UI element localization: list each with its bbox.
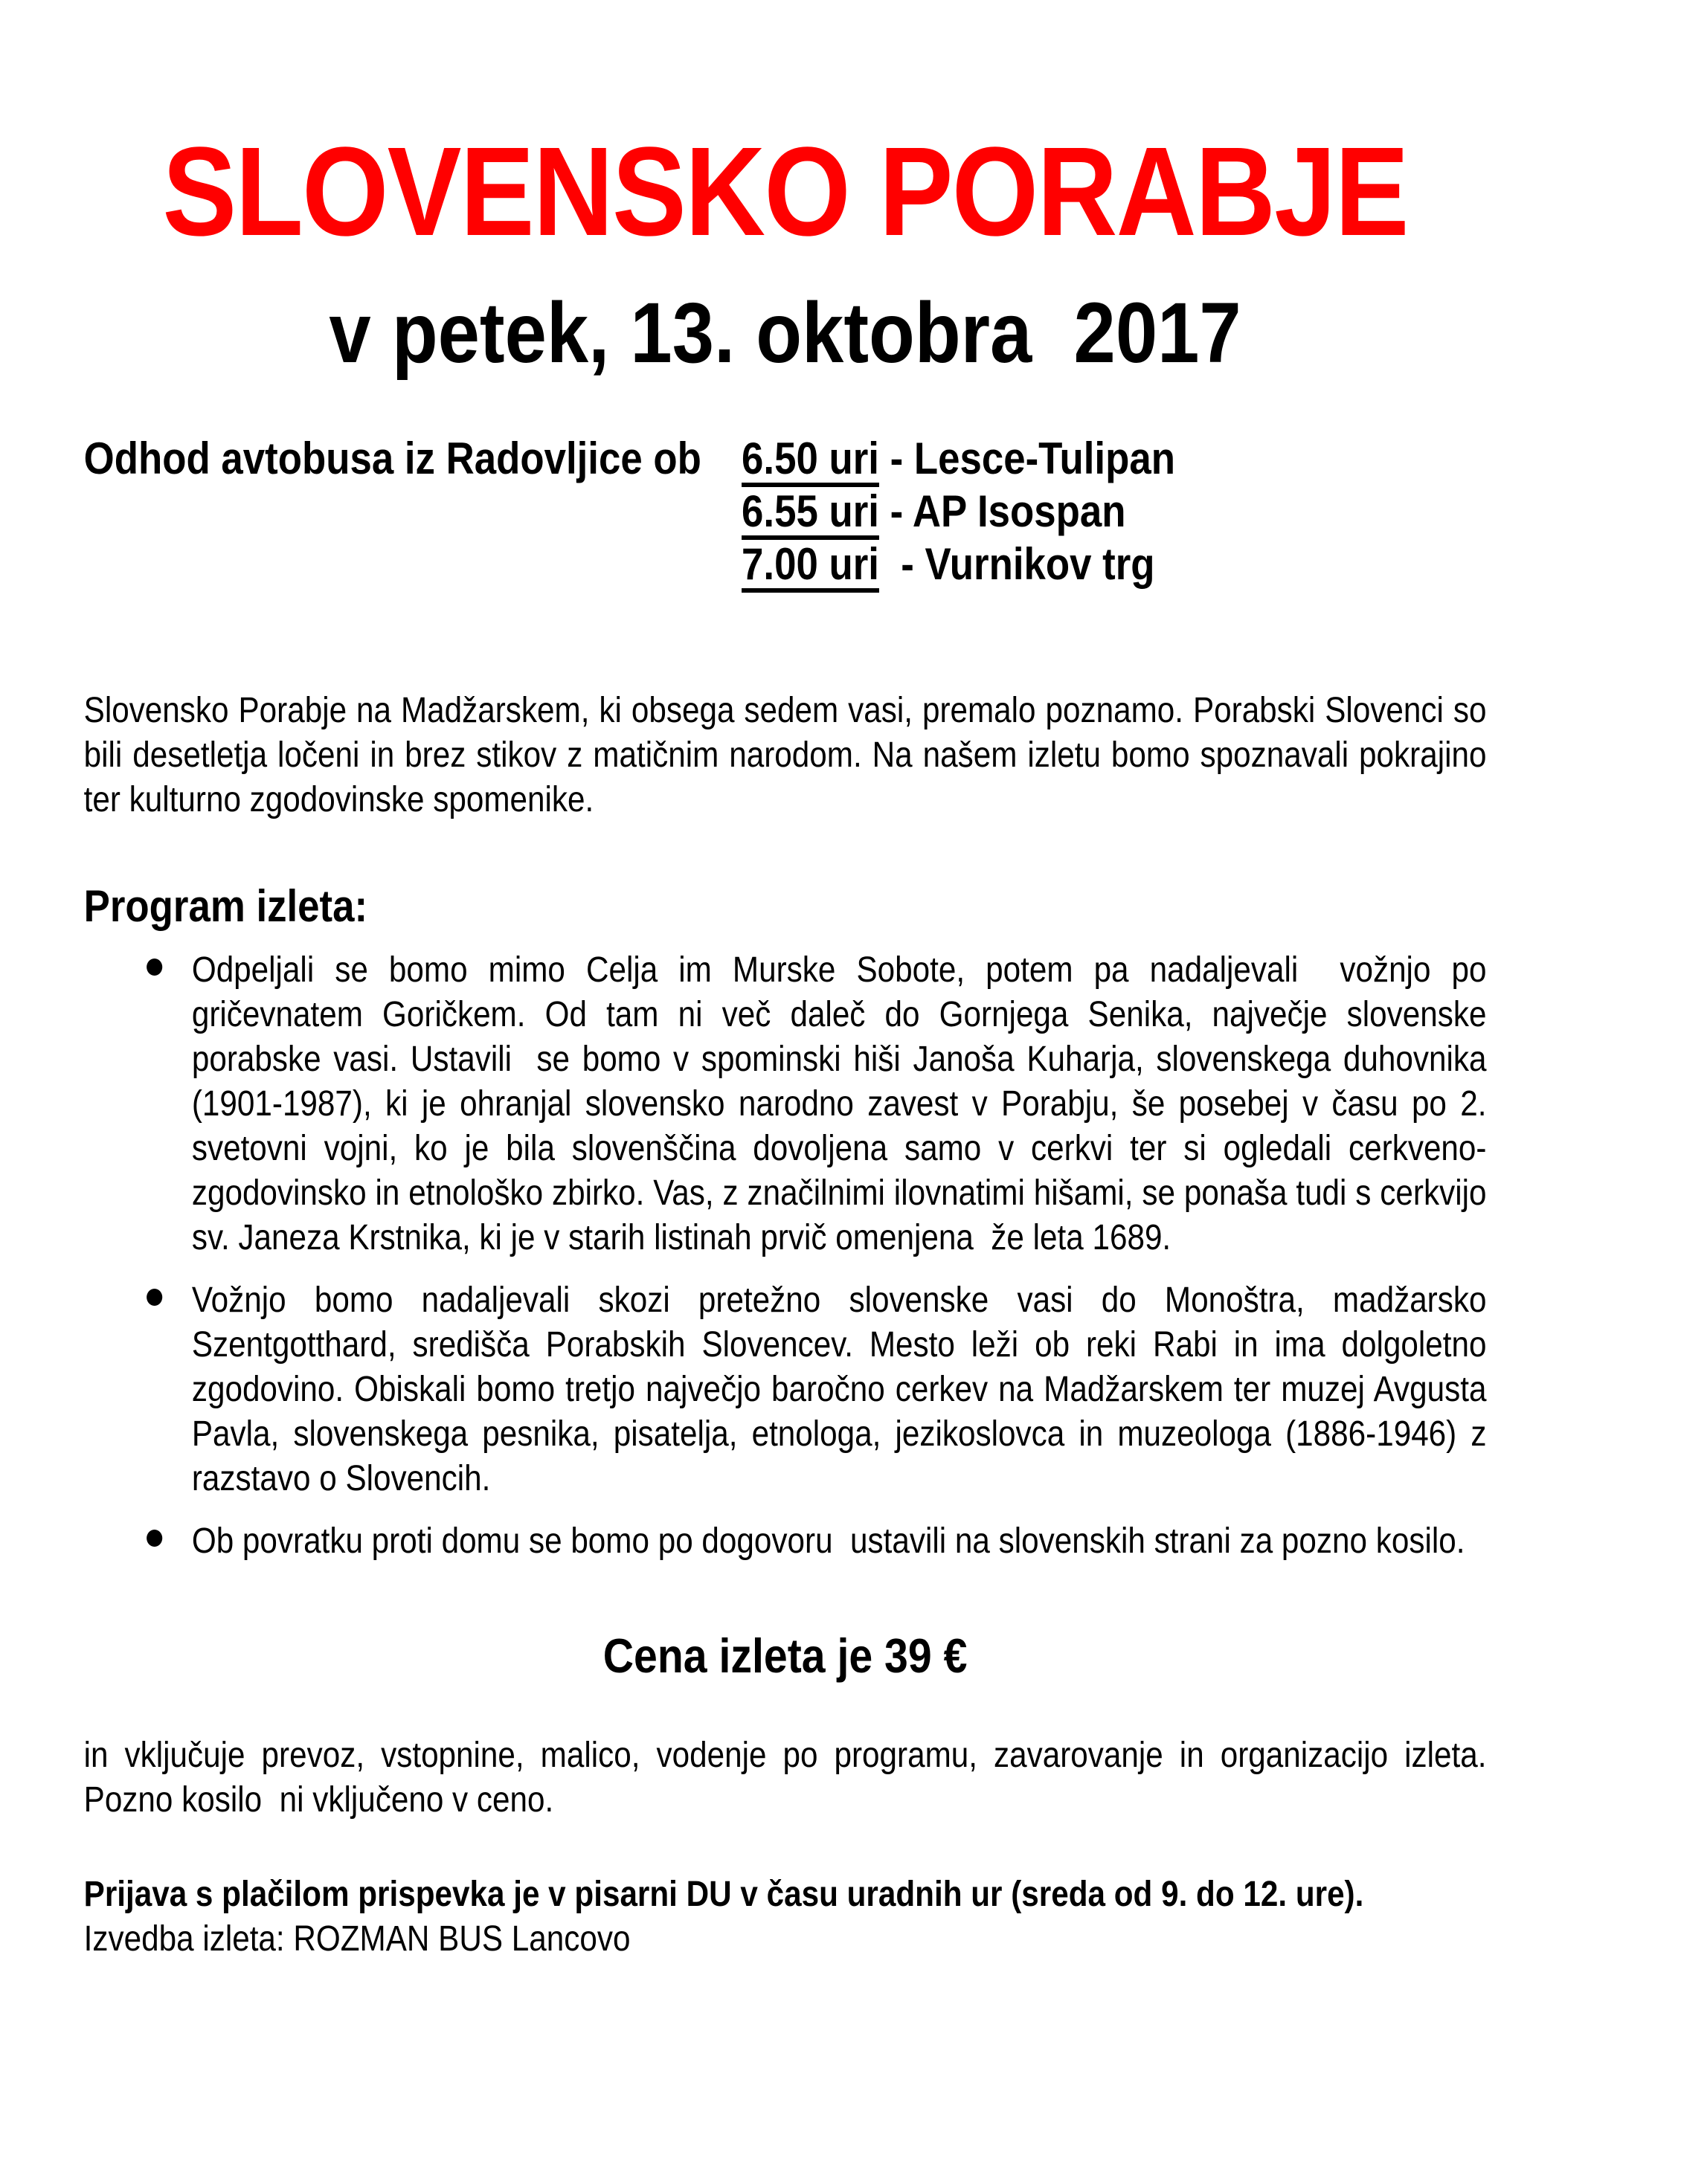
document-content [0, 123, 1681, 1962]
program-heading: Program izleta: [83, 881, 368, 931]
departure-label: Odhod avtobusa iz Radovljice ob [83, 434, 701, 483]
departure-stop-place: - Vurnikov trg [878, 539, 1155, 589]
departure-section [84, 432, 1487, 590]
document-page [0, 123, 1681, 2184]
intro-paragraph: Slovensko Porabje na Madžarskem, ki obsega sedem vasi, premalo poznamo. Porabski Slovenci so bili desetletja ločeni in brez stikov z matičnim narodom. Na našem izletu bomo spoznavali pokrajino ter kulturno zgodovinske spomenike. [83, 691, 1496, 819]
document-subtitle: v petek, 13. oktobra 2017 [329, 286, 1241, 381]
operator-line: Izvedba izleta: ROZMAN BUS Lancovo [83, 1919, 631, 1959]
departure-stop [742, 485, 1175, 538]
departure-stops [742, 432, 1175, 590]
departure-stop-time: 6.55 uri [742, 486, 879, 536]
program-item: Odpeljali se bomo mimo Celja im Murske Sobote, potem pa nadaljevali vožnjo po gričevnatem Goričkem. Od tam ni več daleč do Gornjega Senika, največje slovenske porabske vasi. Ustavili se bomo v spominski hiši Janoša Kuharja, slovenskega duhovnika (1901-1987), ki je ohranjal slovensko narodno zavest v Porabju, še posebej v času po 2. svetovni vojni, ko je bila slovenščina dovoljena samo v cerkvi ter si ogledali cerkveno-zgodovinsko in etnološko zbirko. Vas, z značilnimi ilovnatimi hišami, se ponaša tudi s cerkvijo sv. Janeza Krstnika, ki je v starih listinah prvič omenjena že leta 1689. [192, 948, 1487, 1260]
document-title: SLOVENSKO PORABJE [162, 121, 1408, 262]
program-list [84, 948, 1496, 1564]
departure-stop [742, 538, 1175, 590]
price-line: Cena izleta je 39 € [602, 1629, 968, 1683]
departure-stop-time: 7.00 uri [742, 539, 879, 589]
price-note-paragraph: in vključuje prevoz, vstopnine, malico, vodenje po programu, zavarovanje in organizacijo izleta. Pozno kosilo ni vključeno v ceno. [83, 1736, 1496, 1820]
departure-stop [742, 432, 1175, 485]
departure-stop-place: - AP Isospan [878, 486, 1126, 536]
departure-stop-place: - Lesce-Tulipan [878, 434, 1175, 483]
program-item: Ob povratku proti domu se bomo po dogovoru ustavili na slovenskih strani za pozno kosilo. [192, 1519, 1487, 1564]
signup-note: Prijava s plačilom prispevka je v pisarni DU v času uradnih ur (sreda od 9. do 12. ure). [83, 1875, 1364, 1914]
program-item: Vožnjo bomo nadaljevali skozi pretežno slovenske vasi do Monoštra, madžarsko Szentgotthard, središča Porabskih Slovencev. Mesto leži ob reki Rabi in ima dolgoletno zgodovino. Obiskali bomo tretjo največjo baročno cerkev na Madžarskem ter muzej Avgusta Pavla, slovenskega pesnika, pisatelja, etnologa, jezikoslovca in muzeologa (1886-1946) z razstavo o Slovencih. [192, 1278, 1487, 1501]
departure-stop-time: 6.50 uri [742, 434, 879, 483]
